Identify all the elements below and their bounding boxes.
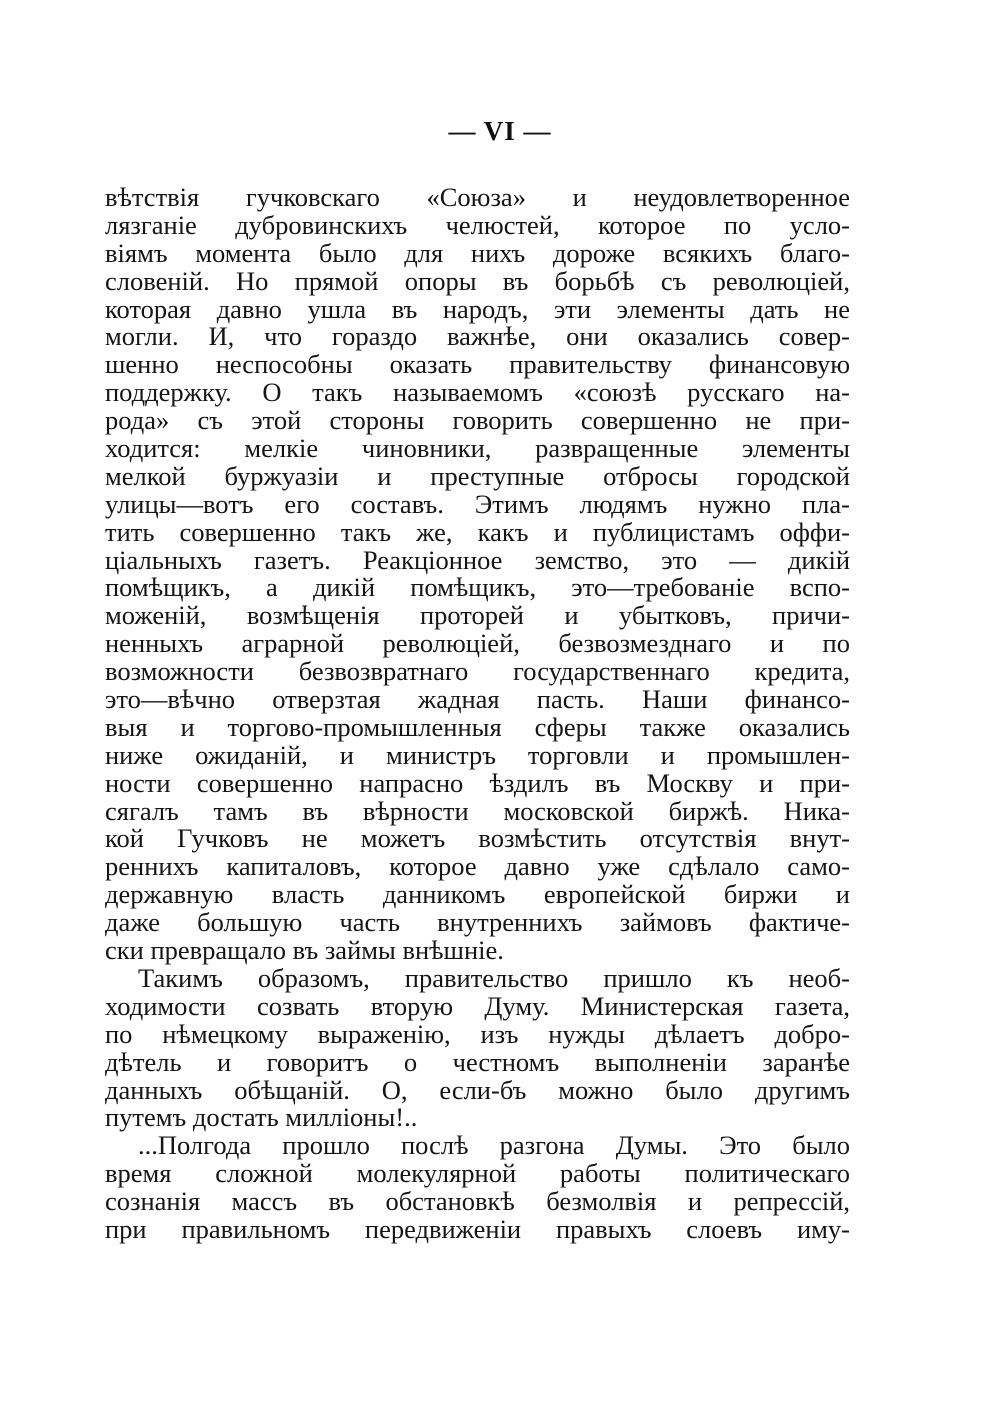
text-line: улицы—вотъ его составъ. Этимъ людямъ нужно пла- [105, 488, 850, 519]
text-line: ...Полгода прошло послѣ разгона Думы. Это было [138, 1130, 850, 1161]
page-body [105, 184, 850, 1244]
text-line: ненныхъ аграрной революціей, безвозмезднаго и по [105, 628, 850, 659]
text-line: лязганіе дубровинскихъ челюстей, которое по усло- [105, 209, 850, 240]
text-line: при правильномъ передвиженіи правыхъ слоевъ иму- [105, 1213, 850, 1244]
page-number: — VI — [448, 116, 552, 146]
text-line: ходимости созвать вторую Думу. Министерская газета, [105, 990, 850, 1021]
text-line: тить совершенно такъ же, какъ и публицистамъ оффи- [105, 516, 850, 547]
text-line: вѣтствія гучковскаго «Союза» и неудовлетворенное [105, 182, 850, 212]
text-line: путемъ достать милліоны!.. [105, 1102, 418, 1133]
text-line: это—вѣчно отверзтая жадная пасть. Наши финансо- [105, 684, 850, 715]
text-line: реннихъ капиталовъ, которое давно уже сдѣлало само- [105, 851, 850, 882]
text-line: віямъ момента было для нихъ дороже всякихъ благо- [105, 237, 850, 268]
text-line: моженій, возмѣщенія проторей и убытковъ, причи- [105, 600, 850, 631]
text-line: время сложной молекулярной работы политическаго [105, 1158, 850, 1189]
text-line: которая давно ушла въ народъ, эти элементы дать не [105, 293, 850, 324]
text-line: возможности безвозвратнаго государственнаго кредита, [105, 656, 850, 687]
text-line: ности совершенно напрасно ѣздилъ въ Москву и при- [105, 767, 850, 798]
text-line: даже большую часть внутреннихъ займовъ фактиче- [105, 907, 850, 938]
text-line: ниже ожиданій, и министръ торговли и промышлен- [105, 739, 850, 770]
text-line: сягалъ тамъ въ вѣрности московской биржѣ. Ника- [105, 795, 850, 826]
text-line: мелкой буржуазіи и преступные отбросы городской [105, 460, 850, 491]
text-line: данныхъ обѣщаній. О, если-бъ можно было другимъ [105, 1074, 850, 1105]
text-line: выя и торгово-промышленныя сферы также оказались [105, 711, 850, 742]
text-line: кой Гучковъ не можетъ возмѣстить отсутствія внут- [105, 823, 850, 854]
text-line: державную власть данникомъ европейской биржи и [105, 879, 850, 910]
text-line: могли. И, что гораздо важнѣе, они оказались совер- [105, 321, 850, 352]
text-line: помѣщикъ, а дикій помѣщикъ, это—требованіе вспо- [105, 572, 850, 603]
text-line: ходится: мелкіе чиновники, развращенные элементы [105, 433, 850, 464]
text-line: по нѣмецкому выраженію, изъ нужды дѣлаетъ добро- [105, 1018, 850, 1049]
text-line: ски превращало въ займы внѣшніе. [105, 935, 504, 966]
text-line: дѣтель и говоритъ о честномъ выполненіи заранѣе [105, 1046, 850, 1077]
text-line: Такимъ образомъ, правительство пришло къ необ- [138, 962, 850, 993]
text-line: рода» съ этой стороны говорить совершенно не при- [105, 405, 850, 436]
text-line: сознанія массъ въ обстановкѣ безмолвія и репрессій, [105, 1186, 850, 1217]
text-line: ціальныхъ газетъ. Реакціонное земство, это — дикій [105, 544, 850, 575]
text-line: словеній. Но прямой опоры въ борьбѣ съ революціей, [105, 265, 850, 296]
text-line: поддержку. О такъ называемомъ «союзѣ русскаго на- [105, 377, 850, 408]
text-line: шенно неспособны оказать правительству финансовую [105, 349, 850, 380]
